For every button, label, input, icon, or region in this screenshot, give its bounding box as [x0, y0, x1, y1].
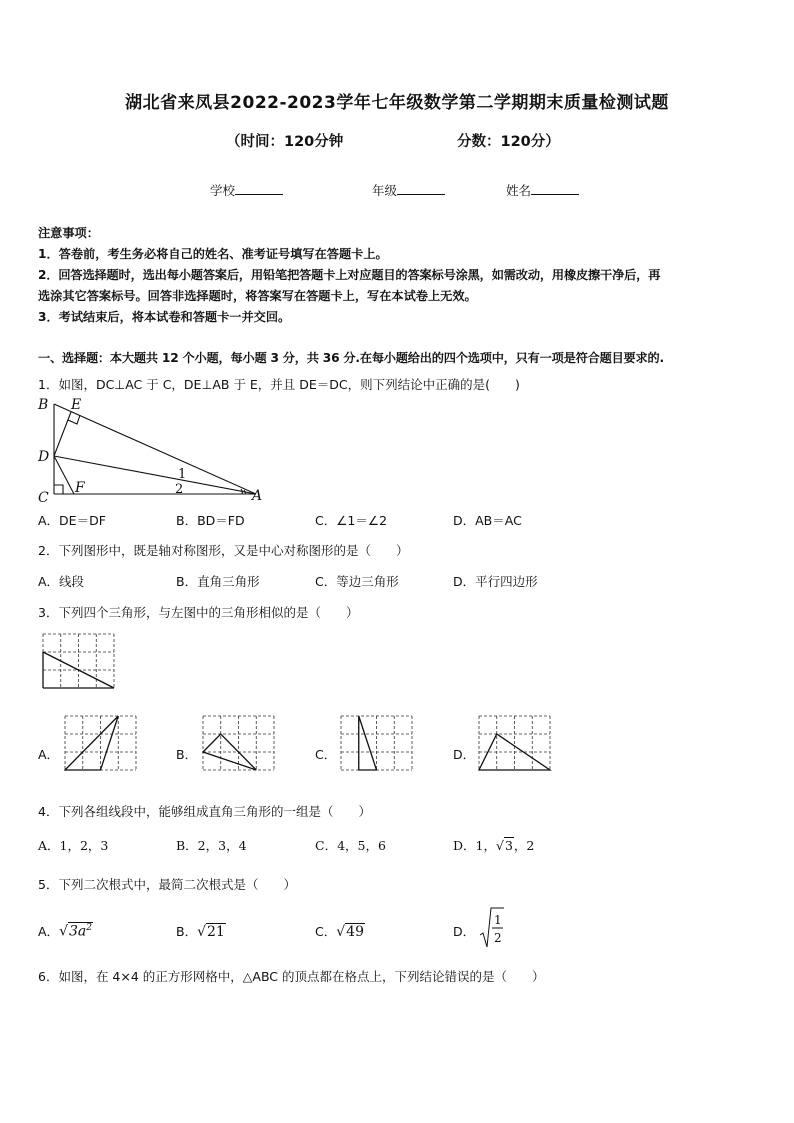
q3-option-c-label: C．	[315, 747, 337, 762]
q4-option-a: A．1，2，3	[38, 838, 109, 853]
sqrt-21: √21	[197, 924, 225, 940]
sqrt-3a2: $√3a^2$	[59, 923, 92, 940]
q3-option-d-figure[interactable]	[478, 715, 552, 773]
q2-stem: 2．下列图形中，既是轴对称图形，又是中心对称图形的是（ ）	[38, 543, 409, 558]
section-heading: 一、选择题：本大题共 12 个小题，每小题 3 分，共 36 分.在每小题给出的四个选项中，只有一项是符合题目要求的.	[38, 351, 664, 365]
exam-score: 分数：120分）	[457, 134, 560, 150]
q5-option-c	[315, 922, 365, 940]
q1-label-b: B	[38, 397, 49, 413]
q1-angle-1: 1	[178, 467, 187, 482]
grade-blank	[397, 182, 445, 195]
q1-label-e: E	[71, 397, 82, 413]
sqrt-3a2-radicand: 3a	[68, 924, 87, 940]
q6-stem: 6．如图，在 4×4 的正方形网格中，△ABC 的顶点都在格点上，下列结论错误的是（ ）	[38, 969, 545, 984]
sqrt-21-radicand: 21	[207, 924, 225, 940]
q3-option-b-figure[interactable]	[202, 715, 276, 773]
q4-option-d-suffix: ，2	[513, 838, 535, 853]
sqrt-49-radicand: 49	[346, 924, 364, 940]
sqrt-3a2-exponent: 2	[86, 923, 92, 934]
q1-stem: 1．如图，DC⊥AC 于 C，DE⊥AB 于 E，并且 DE＝DC，则下列结论中正确的是( )	[38, 377, 520, 392]
q3-reference-figure	[42, 633, 116, 691]
sqrt-half-icon	[478, 905, 506, 951]
q1-figure	[34, 394, 266, 504]
q1-label-d: D	[38, 449, 50, 465]
grade-label: 年级	[372, 183, 398, 198]
q3-stem: 3．下列四个三角形，与左图中的三角形相似的是（ ）	[38, 605, 359, 620]
school-label: 学校	[210, 183, 236, 198]
q3-option-d-label: D．	[453, 747, 476, 762]
name-label: 姓名	[506, 183, 532, 198]
school-field	[210, 181, 283, 199]
school-blank	[235, 182, 283, 195]
fraction-numerator: 1	[494, 913, 502, 927]
q5-option-c-label: C．	[315, 924, 337, 939]
q4-option-d-prefix: D．1，	[453, 838, 496, 853]
q3-option-a-figure[interactable]	[64, 715, 138, 773]
q4-option-d	[453, 836, 534, 854]
q3-option-b-label: B．	[176, 747, 198, 762]
q5-option-a-label: A．	[38, 924, 60, 939]
q5-stem: 5．下列二次根式中，最简二次根式是（ ）	[38, 877, 296, 892]
q1-angle-2: 2	[175, 482, 184, 497]
q1-label-a: A	[252, 488, 263, 504]
notes-item-1: 1．答卷前，考生务必将自己的姓名、准考证号填写在答题卡上。	[38, 247, 388, 261]
q2-option-d: D．平行四边形	[453, 574, 538, 589]
page-title: 湖北省来凤县2022-2023学年七年级数学第二学期期末质量检测试题	[125, 93, 669, 113]
q5-option-a	[38, 922, 93, 940]
q5-option-b	[176, 922, 226, 940]
name-field	[506, 181, 579, 199]
q5-option-d-label: D．	[453, 924, 476, 939]
sqrt-3-radicand: 3	[504, 838, 513, 853]
q3-option-c-figure[interactable]	[340, 715, 414, 773]
grade-field	[372, 181, 445, 199]
notes-item-2b: 选涂其它答案标号。回答非选择题时，将答案写在答题卡上，写在本试卷上无效。	[38, 289, 477, 303]
name-blank	[531, 182, 579, 195]
q4-stem: 4．下列各组线段中，能够组成直角三角形的一组是（ ）	[38, 804, 371, 819]
q1-option-c: C．∠1＝∠2	[315, 513, 388, 528]
q2-option-c: C．等边三角形	[315, 574, 399, 589]
q2-option-a: A．线段	[38, 574, 85, 589]
q2-option-b: B．直角三角形	[176, 574, 260, 589]
q1-option-b: B．BD＝FD	[176, 513, 245, 528]
sqrt-49: √49	[336, 924, 364, 940]
q3-option-a-label: A．	[38, 747, 60, 762]
q5-option-b-label: B．	[176, 924, 198, 939]
q1-option-a: A．DE＝DF	[38, 513, 106, 528]
notes-item-2a: 2．回答选择题时，选出每小题答案后，用铅笔把答题卡上对应题目的答案标号涂黑，如需改动，用橡皮擦干净后，再	[38, 268, 661, 282]
q1-option-d: D．AB＝AC	[453, 513, 522, 528]
q4-option-b: B．2，3，4	[176, 838, 247, 853]
sqrt-3: √3	[495, 838, 513, 853]
notes-item-3: 3．考试结束后，将本试卷和答题卡一并交回。	[38, 310, 291, 324]
exam-time: （时间：120分钟	[226, 134, 344, 150]
q1-label-f: F	[75, 480, 85, 496]
q4-option-c: C．4，5，6	[315, 838, 386, 853]
notes-heading: 注意事项：	[38, 226, 99, 240]
fraction-denominator: 2	[494, 931, 502, 945]
q1-label-c: C	[38, 490, 49, 504]
